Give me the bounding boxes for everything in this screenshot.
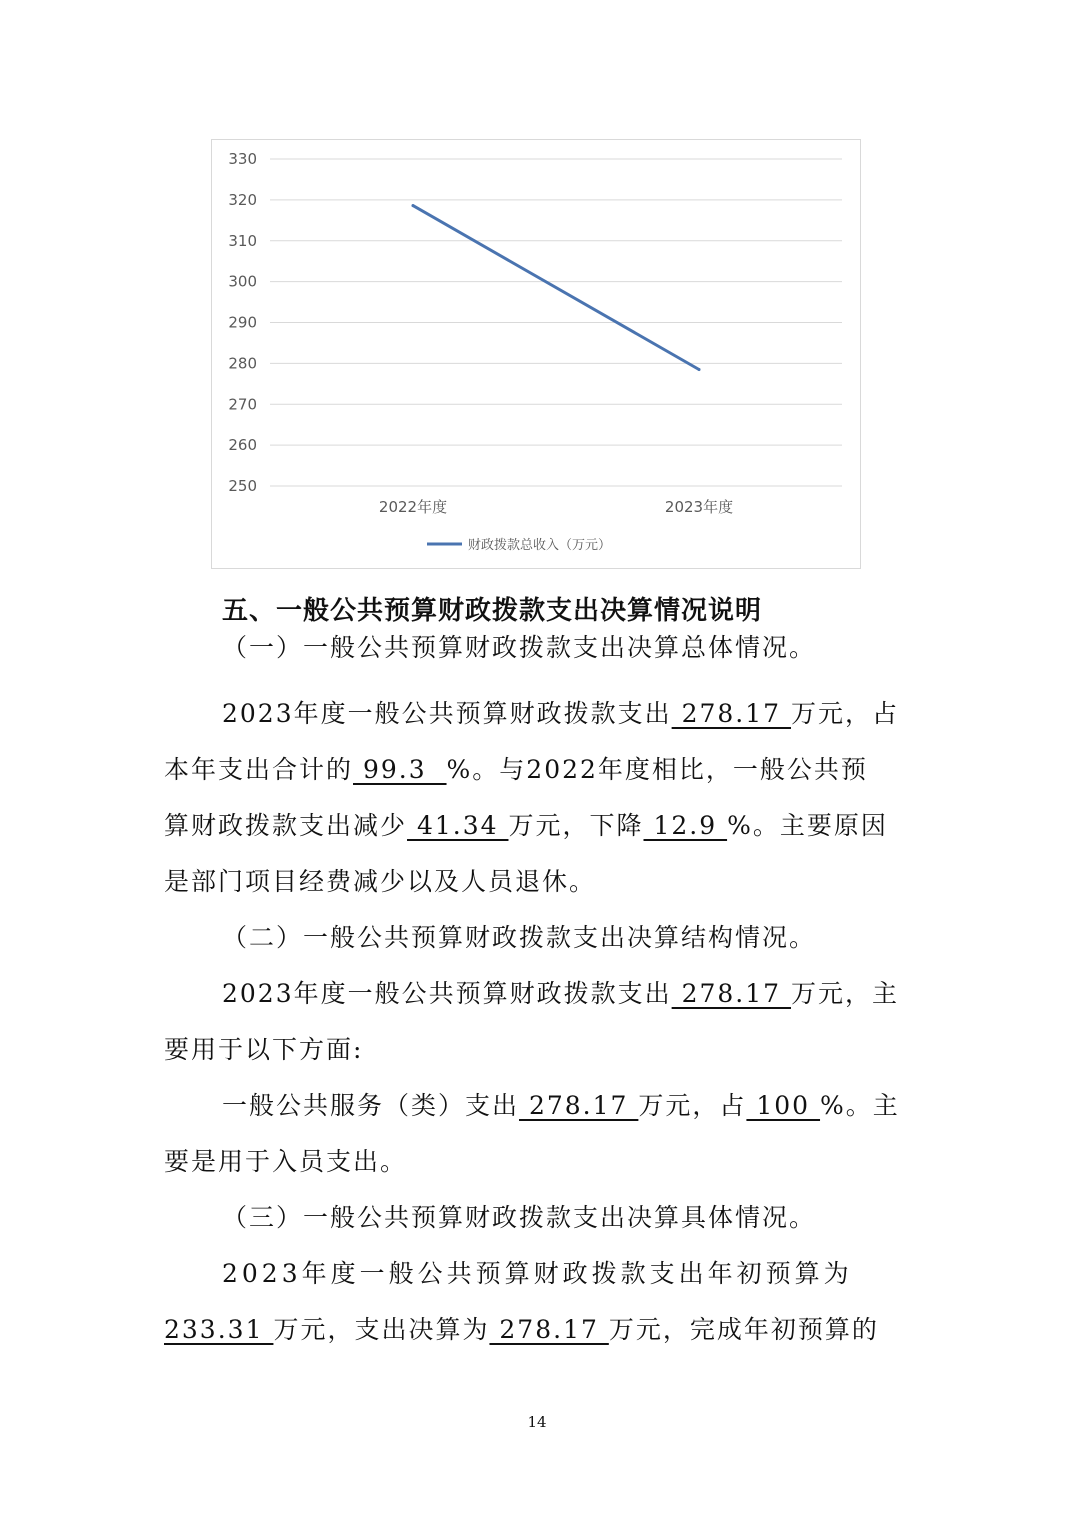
text: 万元，主 [791,979,900,1008]
series-line [413,206,699,370]
public-service-percent: 100 [746,1091,821,1120]
sub3-heading: （三）一般公共预算财政拨款支出决算具体情况。 [222,1203,817,1232]
section-title: 五、一般公共预算财政拨款支出决算情况说明 [222,596,763,626]
y-tick-label: 290 [228,313,257,332]
y-tick-label: 270 [228,395,257,414]
text: 万元，支出决算为 [273,1315,490,1344]
y-tick-label: 250 [228,477,257,495]
sub1-heading: （一）一般公共预算财政拨款支出决算总体情况。 [222,633,817,662]
y-tick-label: 300 [228,272,257,291]
initial-budget-value: 233.31 [164,1315,274,1344]
text: 本年支出合计的 [164,755,354,784]
text: %。主要原因 [727,811,888,840]
sub2-line3 [222,1078,968,1134]
sub2-line1 [222,966,968,1022]
sub3-line2 [164,1302,910,1358]
income-line-chart [211,139,861,569]
text: 万元，下降 [508,811,644,840]
structure-total-value: 278.17 [671,979,791,1008]
text: 万元，完成年初预算的 [608,1315,879,1344]
sub1-line4: 是部门项目经费减少以及人员退休。 [164,867,597,896]
text: 一般公共服务（类）支出 [222,1091,520,1120]
legend-label: 财政拨款总收入（万元） [468,538,612,553]
data-point [412,204,415,207]
expense-total-value: 278.17 [671,699,791,728]
y-tick-label: 260 [228,436,257,455]
public-service-value: 278.17 [519,1091,639,1120]
sub2-line2: 要用于以下方面: [164,1035,364,1064]
sub1-line1 [222,686,968,742]
decrease-percent-value: 12.9 [643,811,728,840]
text: 万元，占 [638,1091,747,1120]
final-expense-value: 278.17 [489,1315,609,1344]
data-point [698,368,701,371]
x-tick-label: 2022年度 [378,498,448,516]
page-number: 14 [527,1413,547,1431]
text: %。与2022年度相比，一般公共预 [446,755,868,784]
chart-canvas [212,140,862,570]
y-tick-label: 280 [228,354,257,373]
text: 算财政拨款支出减少 [164,811,408,840]
x-tick-label: 2023年度 [664,498,734,516]
sub2-heading: （二）一般公共预算财政拨款支出决算结构情况。 [222,923,817,952]
y-tick-label: 310 [228,231,257,250]
decrease-amount-value: 41.34 [407,811,509,840]
text: 万元，占 [791,699,900,728]
text: 2023年度一般公共预算财政拨款支出 [222,699,672,728]
expense-share-value: 99.3 [353,755,447,784]
sub1-line3 [164,798,910,854]
y-tick-label: 330 [228,150,257,168]
sub2-line4: 要是用于入员支出。 [164,1147,408,1176]
y-tick-label: 320 [228,190,257,209]
text: %。主 [820,1091,900,1120]
text: 2023年度一般公共预算财政拨款支出 [222,979,672,1008]
sub1-line2 [164,742,910,798]
sub3-line1: 2023年度一般公共预算财政拨款支出年初预算为 [222,1259,853,1288]
